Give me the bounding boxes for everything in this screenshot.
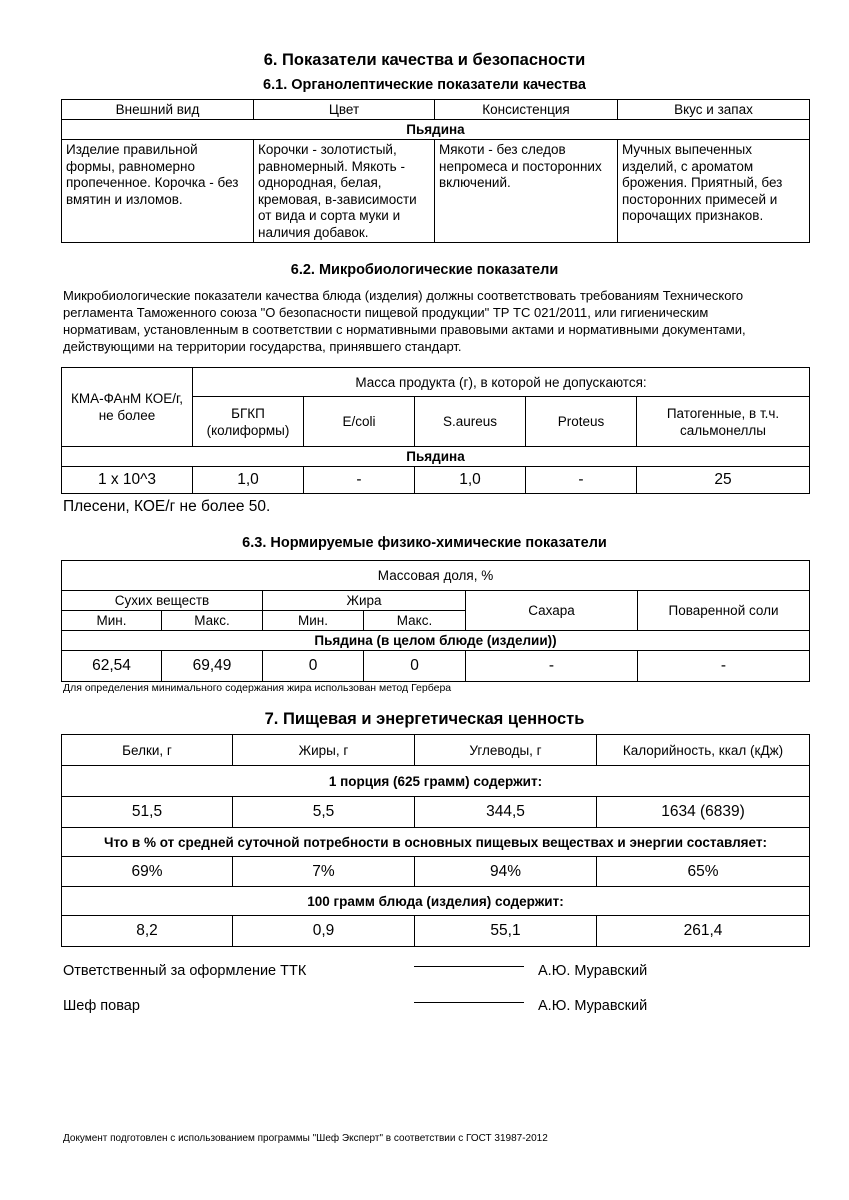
chef-name: А.Ю. Муравский — [538, 998, 648, 1014]
value-appearance: Изделие правильной формы, равномерно пропеченное. Корочка - без вмятин и изломов. — [62, 140, 254, 243]
per100-value: 8,2 — [62, 916, 233, 947]
micro-head-bgkp: БГКП (колиформы) — [193, 397, 304, 447]
nutr-head-carbs: Углеводы, г — [415, 735, 597, 766]
responsible-signature-line — [414, 966, 524, 967]
section-7-title: 7. Пищевая и энергетическая ценность — [264, 710, 585, 728]
micro-value: 1,0 — [415, 467, 526, 494]
phys-fat-header: Жира — [263, 591, 466, 611]
section-6-2-title: 6.2. Микробиологические показатели — [290, 262, 559, 278]
micro-value: - — [304, 467, 415, 494]
micro-mass-header: Масса продукта (г), в которой не допускаются: — [193, 368, 810, 397]
nutr-head-protein: Белки, г — [62, 735, 233, 766]
portion-row: 1 порция (625 грамм) содержит: — [62, 766, 810, 797]
percent-value: 7% — [233, 857, 415, 887]
section-6-title: 6. Показатели качества и безопасности — [263, 51, 586, 69]
phys-mass-header: Массовая доля, % — [62, 561, 810, 591]
header-consistency: Консистенция — [435, 100, 618, 120]
micro-head-pathogens: Патогенные, в т.ч. сальмонеллы — [637, 397, 810, 447]
header-appearance: Внешний вид — [62, 100, 254, 120]
micro-head-proteus: Proteus — [526, 397, 637, 447]
phys-salt-header: Поваренной соли — [638, 591, 810, 631]
per100-value: 55,1 — [415, 916, 597, 947]
percent-value: 65% — [597, 857, 810, 887]
value-taste: Мучных выпеченных изделий, с ароматом брожения. Приятный, без посторонних примесей и порочащих признаков. — [618, 140, 810, 243]
phys-value: 0 — [263, 651, 364, 682]
micro-head-ecoli: E/coli — [304, 397, 415, 447]
nutrition-table — [61, 734, 810, 947]
organoleptic-table — [61, 99, 810, 243]
per100-value: 0,9 — [233, 916, 415, 947]
nutr-head-calories: Калорийность, ккал (кДж) — [597, 735, 810, 766]
chef-label: Шеф повар — [63, 998, 140, 1014]
micro-value: 1,0 — [193, 467, 304, 494]
micro-value: - — [526, 467, 637, 494]
header-taste: Вкус и запах — [618, 100, 810, 120]
portion-value: 344,5 — [415, 797, 597, 828]
value-consistency: Мякоти - без следов непромеса и посторонних включений. — [435, 140, 618, 243]
phys-min-header: Мин. — [62, 611, 162, 631]
portion-value: 1634 (6839) — [597, 797, 810, 828]
nutr-head-fat: Жиры, г — [233, 735, 415, 766]
phys-max-header: Макс. — [162, 611, 263, 631]
micro-kmafanm-header: КМА-ФАнМ КОЕ/г, не более — [62, 368, 193, 447]
phys-value: - — [638, 651, 810, 682]
dish-name-row: Пьядина — [62, 120, 810, 140]
header-color: Цвет — [254, 100, 435, 120]
chef-signature-line — [414, 1002, 524, 1003]
phys-value: 62,54 — [62, 651, 162, 682]
section-6-1-title: 6.1. Органолептические показатели качества — [263, 77, 586, 93]
phys-value: - — [466, 651, 638, 682]
phys-dry-header: Сухих веществ — [62, 591, 263, 611]
micro-head-saureus: S.aureus — [415, 397, 526, 447]
micro-value: 25 — [637, 467, 810, 494]
percent-row: Что в % от средней суточной потребности в основных пищевых веществах и энергии составляет: — [62, 828, 810, 857]
responsible-label: Ответственный за оформление ТТК — [63, 963, 307, 979]
micro-paragraph: Микробиологические показатели качества блюда (изделия) должны соответствовать требованиям Технического регламента Таможенного союза "О безопасности пищевой продукции" ТР ТС 021/2011, или гигиеническим нормативам, установленным в соответствии с нормативными правовыми актами и нормативными документами, действующими на территории государства, принявшего стандарт. — [63, 288, 746, 354]
mold-note: Плесени, КОЕ/г не более 50. — [63, 498, 271, 515]
footer-note: Документ подготовлен с использованием программы "Шеф Эксперт" в соответствии с ГОСТ 31987-2012 — [63, 1133, 548, 1144]
phys-sugar-header: Сахара — [466, 591, 638, 631]
micro-table — [61, 367, 810, 494]
percent-value: 94% — [415, 857, 597, 887]
section-6-3-title: 6.3. Нормируемые физико-химические показатели — [242, 535, 607, 551]
phys-note: Для определения минимального содержания жира использован метод Гербера — [63, 682, 452, 694]
phys-chem-table — [61, 560, 810, 682]
phys-min-header: Мин. — [263, 611, 364, 631]
portion-value: 51,5 — [62, 797, 233, 828]
phys-value: 69,49 — [162, 651, 263, 682]
phys-dish-row: Пьядина (в целом блюде (изделии)) — [62, 631, 810, 651]
micro-value: 1 х 10^3 — [62, 467, 193, 494]
portion-value: 5,5 — [233, 797, 415, 828]
per100-value: 261,4 — [597, 916, 810, 947]
phys-value: 0 — [364, 651, 466, 682]
percent-value: 69% — [62, 857, 233, 887]
responsible-name: А.Ю. Муравский — [538, 963, 648, 979]
micro-dish-row: Пьядина — [62, 447, 810, 467]
value-color: Корочки - золотистый, равномерный. Мякоть - однородная, белая, кремовая, в-зависимости от вида и сорта муки и наличия добавок. — [254, 140, 435, 243]
per100-row: 100 грамм блюда (изделия) содержит: — [62, 887, 810, 916]
phys-max-header: Макс. — [364, 611, 466, 631]
